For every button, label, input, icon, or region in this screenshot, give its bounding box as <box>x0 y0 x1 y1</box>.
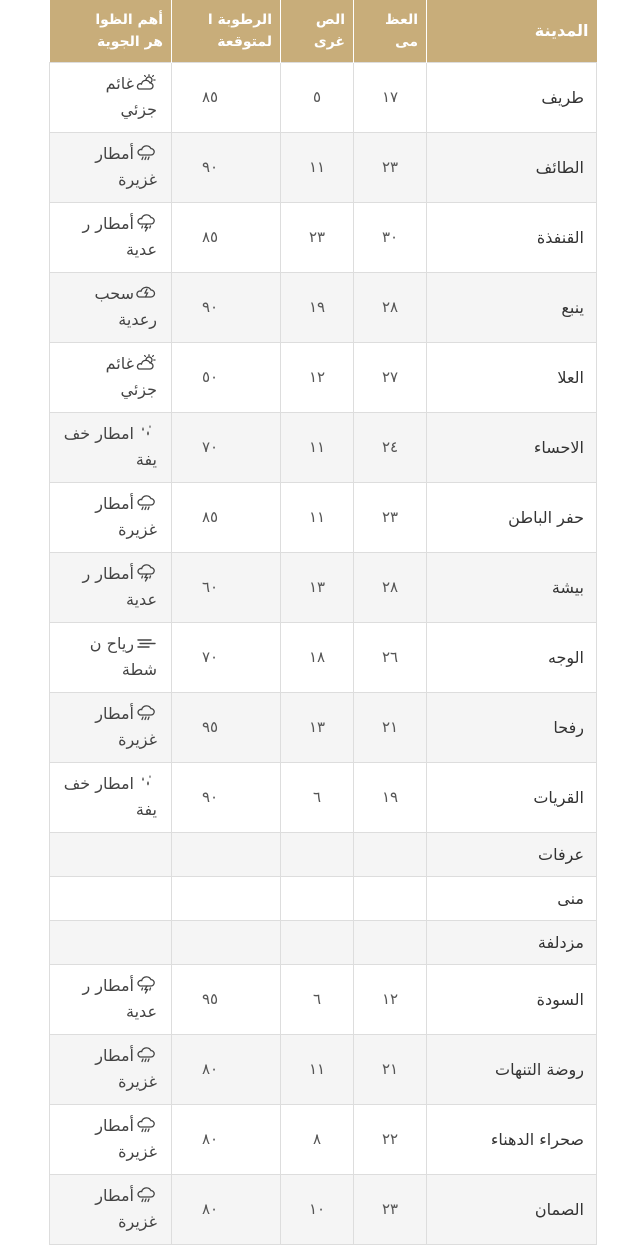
max-temp-value: ٢٦ <box>381 648 399 666</box>
table-row <box>50 412 597 482</box>
weather-text-line1: امطار خف <box>63 424 134 443</box>
humidity-cell <box>172 482 281 552</box>
light-rain-icon <box>135 424 157 442</box>
heavy-rain-icon <box>135 1186 157 1204</box>
min-temp-value: ٢٣ <box>308 228 326 246</box>
min-temp-cell <box>281 62 354 132</box>
thunder-rain-icon <box>135 214 157 232</box>
min-temp-cell <box>281 964 354 1034</box>
min-temp-cell <box>281 552 354 622</box>
city-cell <box>427 482 597 552</box>
weather-text-line1: غائم <box>105 74 134 93</box>
weather-text-line2: غزيرة <box>118 730 157 749</box>
humidity-cell <box>172 342 281 412</box>
humidity-cell <box>172 202 281 272</box>
humidity-value: ٨٥ <box>201 508 219 526</box>
humidity-cell <box>172 1174 281 1244</box>
weather-text-line2: غزيرة <box>118 170 157 189</box>
humidity-value: ٧٠ <box>201 438 219 456</box>
humidity-value: ٦٠ <box>201 578 219 596</box>
weather-table <box>49 0 597 1245</box>
weather-cell <box>50 762 172 832</box>
max-temp-cell <box>354 692 427 762</box>
humidity-cell <box>172 1104 281 1174</box>
city-name: صحراء الدهناء <box>490 1129 584 1149</box>
min-temp-value: ١١ <box>308 438 326 456</box>
humidity-value: ٩٥ <box>201 990 219 1008</box>
weather-text-line2: غزيرة <box>118 1142 157 1161</box>
city-cell <box>427 342 597 412</box>
min-temp-cell <box>281 920 354 964</box>
weather-text-line2: رعدية <box>118 310 157 329</box>
city-cell <box>427 692 597 762</box>
weather-cell <box>50 1104 172 1174</box>
humidity-cell <box>172 692 281 762</box>
humidity-value: ٩٠ <box>201 298 219 316</box>
max-temp-value: ٢١ <box>381 718 399 736</box>
weather-text-line1: أمطار <box>95 1116 134 1135</box>
weather-cell <box>50 482 172 552</box>
city-name: رفحا <box>553 717 584 737</box>
weather-text-line1: أمطار <box>95 704 134 723</box>
city-name: الطائف <box>535 157 584 177</box>
min-temp-value: ١٠ <box>308 1200 326 1218</box>
humidity-value: ٨٠ <box>201 1200 219 1218</box>
min-temp-cell <box>281 692 354 762</box>
min-temp-value: ٦ <box>312 788 322 806</box>
humidity-cell <box>172 622 281 692</box>
max-temp-cell <box>354 132 427 202</box>
humidity-value: ٨٠ <box>201 1130 219 1148</box>
min-temp-cell <box>281 876 354 920</box>
weather-cell <box>50 964 172 1034</box>
max-temp-value: ٢١ <box>381 1060 399 1078</box>
min-temp-value: ١١ <box>308 158 326 176</box>
city-cell <box>427 62 597 132</box>
humidity-cell <box>172 1034 281 1104</box>
weather-text-line2: غزيرة <box>118 520 157 539</box>
humidity-value: ٨٥ <box>201 88 219 106</box>
min-temp-cell <box>281 412 354 482</box>
weather-text-line1: غائم <box>105 354 134 373</box>
city-name: القنفذة <box>536 227 584 247</box>
humidity-cell <box>172 964 281 1034</box>
weather-cell <box>50 692 172 762</box>
weather-text-line1: رياح ن <box>89 634 134 653</box>
table-header-row <box>50 0 597 62</box>
weather-cell <box>50 62 172 132</box>
partly-cloudy-icon <box>135 354 157 372</box>
weather-text-line1: أمطار ر <box>82 564 134 583</box>
humidity-value: ٨٥ <box>201 228 219 246</box>
min-temp-cell <box>281 342 354 412</box>
weather-cell <box>50 876 172 920</box>
city-name: السودة <box>536 989 584 1009</box>
weather-cell <box>50 1034 172 1104</box>
max-temp-cell <box>354 1034 427 1104</box>
max-temp-cell <box>354 876 427 920</box>
humidity-cell <box>172 920 281 964</box>
city-name: بيشة <box>551 577 584 597</box>
city-name: مزدلفة <box>537 932 584 952</box>
city-cell <box>427 1034 597 1104</box>
weather-text-line2: عدية <box>126 590 157 609</box>
min-temp-value: ٦ <box>312 990 322 1008</box>
table-row <box>50 1104 597 1174</box>
weather-cell <box>50 832 172 876</box>
min-temp-value: ١٣ <box>308 578 326 596</box>
min-temp-cell <box>281 1174 354 1244</box>
table-row <box>50 964 597 1034</box>
humidity-cell <box>172 762 281 832</box>
weather-text-line1: امطار خف <box>63 774 134 793</box>
min-temp-value: ١٢ <box>308 368 326 386</box>
min-temp-cell <box>281 622 354 692</box>
max-temp-cell <box>354 202 427 272</box>
weather-cell <box>50 1174 172 1244</box>
weather-text-line2: غزيرة <box>118 1212 157 1231</box>
humidity-value: ٨٠ <box>201 1060 219 1078</box>
city-cell <box>427 412 597 482</box>
city-name: العلا <box>557 367 584 387</box>
weather-cell <box>50 412 172 482</box>
table-row <box>50 482 597 552</box>
header-max-temp: العظ مى <box>354 0 427 62</box>
table-row <box>50 1174 597 1244</box>
weather-cell <box>50 622 172 692</box>
humidity-cell <box>172 272 281 342</box>
weather-cell <box>50 202 172 272</box>
city-name: حفر الباطن <box>508 507 584 527</box>
min-temp-value: ٥ <box>312 88 322 106</box>
max-temp-value: ٢٧ <box>381 368 399 386</box>
city-cell <box>427 832 597 876</box>
weather-text-line2: يفة <box>135 450 157 469</box>
city-name: القريات <box>533 787 584 807</box>
weather-cell <box>50 920 172 964</box>
min-temp-cell <box>281 132 354 202</box>
humidity-cell <box>172 552 281 622</box>
max-temp-value: ٣٠ <box>381 228 399 246</box>
max-temp-cell <box>354 832 427 876</box>
weather-cell <box>50 552 172 622</box>
city-cell <box>427 1104 597 1174</box>
city-name: ينبع <box>561 297 584 317</box>
min-temp-cell <box>281 272 354 342</box>
table-row <box>50 832 597 876</box>
heavy-rain-icon <box>135 704 157 722</box>
thunder-cloud-icon <box>135 284 157 302</box>
heavy-rain-icon <box>135 144 157 162</box>
table-row <box>50 692 597 762</box>
header-humidity: الرطوبة ا لمتوقعة <box>172 0 281 62</box>
table-row <box>50 552 597 622</box>
weather-text-line2: غزيرة <box>118 1072 157 1091</box>
weather-text-line1: أمطار ر <box>82 976 134 995</box>
table-row <box>50 920 597 964</box>
humidity-value: ٩٠ <box>201 788 219 806</box>
weather-table-container <box>50 0 597 1245</box>
table-row <box>50 272 597 342</box>
max-temp-cell <box>354 412 427 482</box>
city-name: منى <box>557 888 584 908</box>
table-row <box>50 622 597 692</box>
city-cell <box>427 272 597 342</box>
city-name: الاحساء <box>533 437 584 457</box>
humidity-cell <box>172 412 281 482</box>
max-temp-cell <box>354 62 427 132</box>
city-name: طريف <box>541 87 584 107</box>
min-temp-cell <box>281 1104 354 1174</box>
max-temp-cell <box>354 272 427 342</box>
max-temp-cell <box>354 342 427 412</box>
header-min-temp: الص غرى <box>281 0 354 62</box>
table-row <box>50 202 597 272</box>
city-cell <box>427 964 597 1034</box>
city-name: عرفات <box>538 844 584 864</box>
city-cell <box>427 920 597 964</box>
weather-text-line1: أمطار <box>95 1186 134 1205</box>
min-temp-value: ٨ <box>312 1130 322 1148</box>
weather-text-line1: أمطار <box>95 494 134 513</box>
wind-icon <box>135 634 157 652</box>
humidity-value: ٩٥ <box>201 718 219 736</box>
heavy-rain-icon <box>135 1046 157 1064</box>
city-cell <box>427 202 597 272</box>
humidity-cell <box>172 832 281 876</box>
weather-text-line1: أمطار <box>95 144 134 163</box>
max-temp-value: ١٩ <box>381 788 399 806</box>
humidity-value: ٥٠ <box>201 368 219 386</box>
max-temp-cell <box>354 1174 427 1244</box>
table-row <box>50 342 597 412</box>
max-temp-cell <box>354 552 427 622</box>
humidity-cell <box>172 876 281 920</box>
weather-text-line1: أمطار <box>95 1046 134 1065</box>
min-temp-value: ١١ <box>308 508 326 526</box>
max-temp-value: ٢٨ <box>381 298 399 316</box>
max-temp-value: ٢٣ <box>381 158 399 176</box>
max-temp-cell <box>354 1104 427 1174</box>
city-cell <box>427 552 597 622</box>
city-cell <box>427 876 597 920</box>
weather-text-line1: سحب <box>94 284 134 303</box>
heavy-rain-icon <box>135 494 157 512</box>
table-row <box>50 62 597 132</box>
city-name: روضة التنهات <box>495 1059 584 1079</box>
humidity-value: ٩٠ <box>201 158 219 176</box>
table-row <box>50 762 597 832</box>
max-temp-cell <box>354 964 427 1034</box>
city-name: الصمان <box>534 1199 584 1219</box>
min-temp-cell <box>281 202 354 272</box>
weather-text-line2: يفة <box>135 800 157 819</box>
weather-text-line2: شطة <box>121 660 157 679</box>
weather-cell <box>50 342 172 412</box>
humidity-value: ٧٠ <box>201 648 219 666</box>
thunder-rain-icon <box>135 564 157 582</box>
min-temp-cell <box>281 762 354 832</box>
city-name: الوجه <box>547 647 584 667</box>
header-city: المدينة <box>427 0 597 62</box>
max-temp-value: ١٧ <box>381 88 399 106</box>
heavy-rain-icon <box>135 1116 157 1134</box>
max-temp-value: ٢٢ <box>381 1130 399 1148</box>
table-row <box>50 1034 597 1104</box>
table-body <box>50 62 597 1244</box>
min-temp-value: ١٨ <box>308 648 326 666</box>
min-temp-cell <box>281 1034 354 1104</box>
max-temp-value: ٢٣ <box>381 1200 399 1218</box>
max-temp-value: ٢٨ <box>381 578 399 596</box>
min-temp-value: ١٣ <box>308 718 326 736</box>
humidity-cell <box>172 132 281 202</box>
min-temp-value: ١٩ <box>308 298 326 316</box>
table-row <box>50 132 597 202</box>
max-temp-cell <box>354 762 427 832</box>
max-temp-value: ٢٣ <box>381 508 399 526</box>
weather-cell <box>50 132 172 202</box>
weather-text-line2: عدية <box>126 1002 157 1021</box>
min-temp-cell <box>281 832 354 876</box>
weather-text-line2: عدية <box>126 240 157 259</box>
min-temp-cell <box>281 482 354 552</box>
city-cell <box>427 622 597 692</box>
humidity-cell <box>172 62 281 132</box>
max-temp-cell <box>354 622 427 692</box>
partly-cloudy-icon <box>135 74 157 92</box>
weather-text-line1: أمطار ر <box>82 214 134 233</box>
max-temp-cell <box>354 482 427 552</box>
weather-text-line2: جزئي <box>120 100 157 119</box>
header-weather: أهم الظوا هر الجوية <box>50 0 172 62</box>
table-row <box>50 876 597 920</box>
min-temp-value: ١١ <box>308 1060 326 1078</box>
weather-text-line2: جزئي <box>120 380 157 399</box>
city-cell <box>427 762 597 832</box>
light-rain-icon <box>135 774 157 792</box>
weather-cell <box>50 272 172 342</box>
thunder-rain-icon <box>135 976 157 994</box>
max-temp-cell <box>354 920 427 964</box>
max-temp-value: ١٢ <box>381 990 399 1008</box>
max-temp-value: ٢٤ <box>381 438 399 456</box>
city-cell <box>427 1174 597 1244</box>
city-cell <box>427 132 597 202</box>
